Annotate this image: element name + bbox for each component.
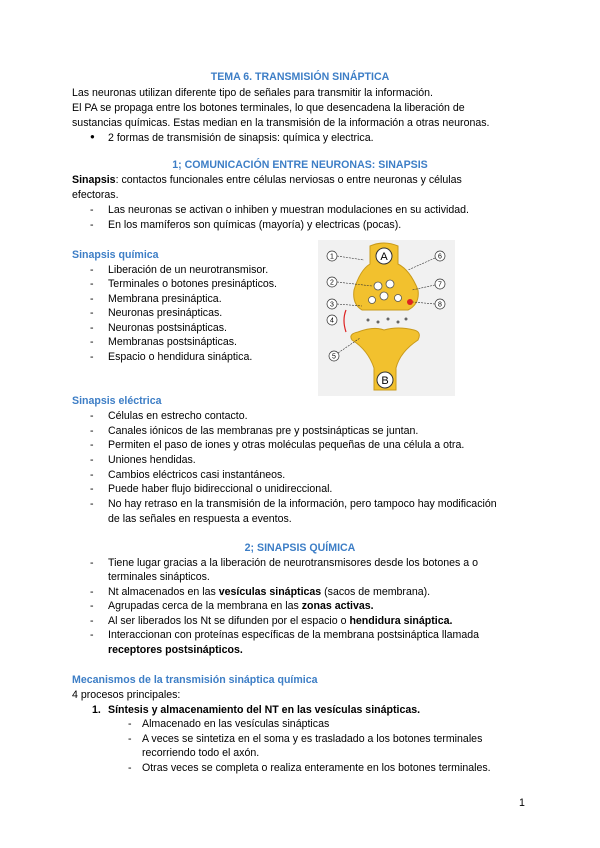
synapse-diagram	[318, 240, 455, 396]
intro-line-1: Las neuronas utilizan diferente tipo de señales para transmitir la información.	[72, 87, 433, 99]
marker-1: 1	[330, 253, 334, 261]
list-item: Membrana presináptica.	[108, 293, 222, 305]
list-item: Terminales o botones presinápticos.	[108, 278, 278, 290]
list-item: Uniones hendidas.	[108, 454, 196, 466]
sinapsis-def-text: : contactos funcionales entre células nerviosas o entre neuronas y células	[115, 174, 462, 186]
page-number: 1	[519, 797, 525, 809]
text: Al ser liberados los Nt se difunden por el espacio o	[108, 615, 350, 627]
list-item	[108, 600, 374, 612]
list-item: Canales iónicos de las membranas pre y postsinápticas se juntan.	[108, 425, 419, 437]
list-item: En los mamíferos son químicas (mayoría) y electricas (pocas).	[108, 219, 402, 231]
intro-line-3: sustancias químicas. Estas median en la transmisión de la información a otras neuronas.	[72, 117, 490, 129]
marker-3: 3	[330, 301, 334, 309]
list-item: Liberación de un neurotransmisor.	[108, 264, 269, 276]
text: Agrupadas cerca de la membrana en las	[108, 600, 302, 612]
sinapsis-definition	[72, 174, 462, 186]
dash-icon: -	[90, 615, 94, 627]
neurotransmitter	[397, 321, 400, 324]
bold-term: hendidura sináptica.	[349, 615, 453, 627]
dash-icon: -	[90, 498, 94, 510]
vesicle	[386, 280, 394, 288]
dash-icon: -	[90, 439, 94, 451]
synapse-illustration	[318, 240, 455, 396]
dash-icon: -	[128, 718, 132, 730]
neurotransmitter	[377, 321, 380, 324]
marker-6: 6	[438, 253, 442, 261]
dash-icon: -	[90, 586, 94, 598]
list-item: Neuronas presinápticas.	[108, 307, 223, 319]
mecanismos-heading: Mecanismos de la transmisión sináptica química	[72, 674, 318, 686]
list-item: Tiene lugar gracias a la liberación de neurotransmisores desde los botones a o	[108, 557, 479, 569]
dash-icon: -	[90, 219, 94, 231]
dash-icon: -	[90, 483, 94, 495]
dash-icon: -	[90, 204, 94, 216]
intro-line-2: El PA se propaga entre los botones terminales, lo que desencadena la liberación de	[72, 102, 465, 114]
section-1-heading: 1; COMUNICACIÓN ENTRE NEURONAS: SINAPSIS	[172, 159, 428, 171]
list-item: Interaccionan con proteínas específicas de la membrana postsináptica llamada	[108, 629, 479, 641]
mecanismos-intro: 4 procesos principales:	[72, 689, 181, 701]
dash-icon: -	[128, 762, 132, 774]
neurotransmitter	[405, 318, 408, 321]
list-item: Neuronas postsinápticas.	[108, 322, 227, 334]
list-item: Membranas postsinápticas.	[108, 336, 237, 348]
list-item-continuation: de las señales en respuesta a eventos.	[108, 513, 292, 525]
sinapsis-def-line-2: efectoras.	[72, 189, 119, 201]
text: Nt almacenados en las	[108, 586, 219, 598]
list-item-continuation: receptores postsinápticos.	[108, 644, 243, 656]
dash-icon: -	[90, 557, 94, 569]
vesicle	[380, 292, 388, 300]
neurotransmitter	[367, 319, 370, 322]
list-item: Puede haber flujo bidireccional o unidireccional.	[108, 483, 333, 495]
list-item-continuation: terminales sinápticos.	[108, 571, 210, 583]
bullet-icon: ●	[90, 132, 95, 141]
list-item: Cambios eléctricos casi instantáneos.	[108, 469, 286, 481]
label-b: B	[381, 375, 389, 387]
list-item: No hay retraso en la transmisión de la información, pero tampoco hay modificación	[108, 498, 497, 510]
process-1: Síntesis y almacenamiento del NT en las vesículas sinápticas.	[108, 704, 421, 716]
intro-bullet: 2 formas de transmisión de sinapsis: química y electrica.	[108, 132, 374, 144]
label-a: A	[380, 251, 388, 263]
vesicle	[369, 297, 376, 304]
vesicle	[395, 295, 402, 302]
marker-2: 2	[330, 279, 334, 287]
sinapsis-term: Sinapsis	[72, 174, 116, 186]
dash-icon: -	[128, 733, 132, 745]
dash-icon: -	[90, 454, 94, 466]
sub-item: Almacenado en las vesículas sinápticas	[142, 718, 330, 730]
dash-icon: -	[90, 629, 94, 641]
sub-item-continuation: recorriendo todo el axón.	[142, 747, 260, 759]
section-2-heading: 2; SINAPSIS QUÍMICA	[244, 542, 356, 554]
dash-icon: -	[90, 600, 94, 612]
dash-icon: -	[90, 278, 94, 290]
text: (sacos de membrana).	[321, 586, 431, 598]
process-number: 1.	[92, 704, 101, 716]
bold-term: vesículas sinápticas	[218, 586, 322, 598]
dash-icon: -	[90, 264, 94, 276]
list-item: Las neuronas se activan o inhiben y muestran modulaciones en su actividad.	[108, 204, 469, 216]
marker-4: 4	[330, 317, 334, 325]
sub-item: A veces se sintetiza en el soma y es trasladado a los botones terminales	[142, 733, 483, 745]
dash-icon: -	[90, 410, 94, 422]
receptor-marker	[407, 299, 413, 305]
list-item: Células en estrecho contacto.	[108, 410, 248, 422]
electrica-heading: Sinapsis eléctrica	[72, 395, 162, 407]
marker-7: 7	[438, 281, 442, 289]
dash-icon: -	[90, 336, 94, 348]
dash-icon: -	[90, 307, 94, 319]
vesicle	[374, 282, 382, 290]
page-title: TEMA 6. TRANSMISIÓN SINÁPTICA	[210, 71, 390, 83]
marker-5: 5	[332, 353, 336, 361]
quimica-heading: Sinapsis química	[72, 249, 159, 261]
dash-icon: -	[90, 293, 94, 305]
dash-icon: -	[90, 469, 94, 481]
bold-term: zonas activas.	[301, 600, 374, 612]
marker-8: 8	[438, 301, 442, 309]
list-item: Permiten el paso de iones y otras moléculas pequeñas de una célula a otra.	[108, 439, 465, 451]
sub-item: Otras veces se completa o realiza enteramente en los botones terminales.	[142, 762, 491, 774]
dash-icon: -	[90, 351, 94, 363]
neurotransmitter	[387, 318, 390, 321]
dash-icon: -	[90, 425, 94, 437]
list-item: Espacio o hendidura sináptica.	[108, 351, 253, 363]
dash-icon: -	[90, 322, 94, 334]
list-item	[108, 615, 452, 627]
list-item	[108, 586, 430, 598]
